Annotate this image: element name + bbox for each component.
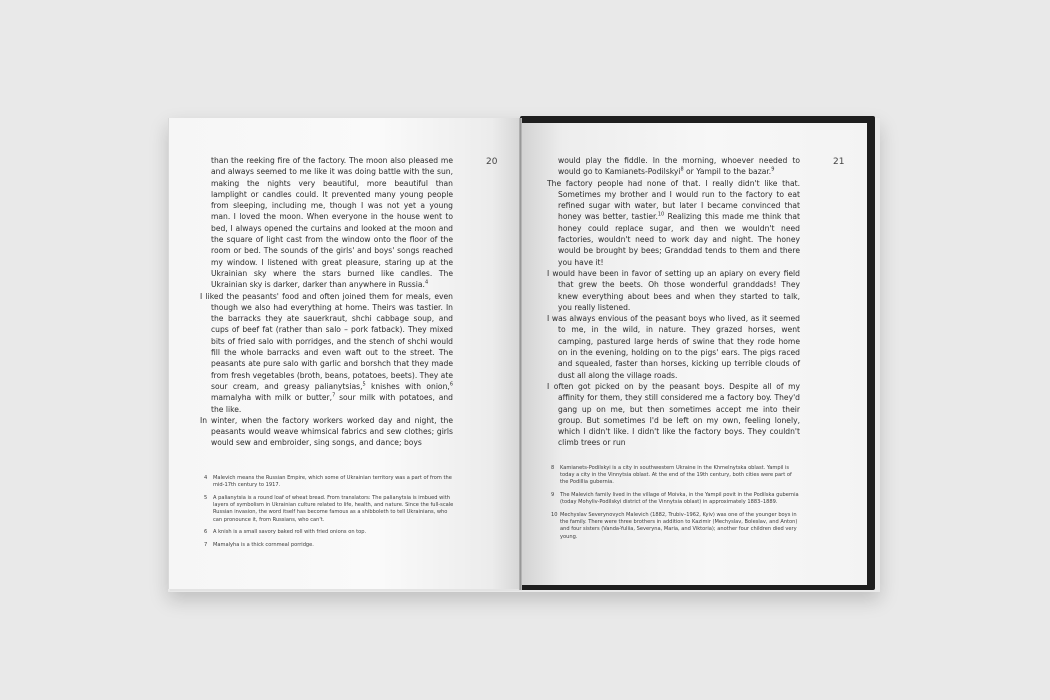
footnote-number: 10 [551,512,558,519]
left-footnotes [204,475,454,555]
paragraph-text: than the reeking fire of the factory. The moon also pleased me and always seemed to me like it was doing battle with the sun, making the nights very beautiful, more beautiful than lamplight or candles could. It prevented many young people from sleeping, including me, though I was not yet a young man. I loved the moon. When everyone in the house went to bed, I always opened the curtains and looked at the moon and the square of light cast from the window onto the floor of the room or bed. The sounds of the girls' and boys' songs reached my window. I listened with great pleasure, staring up at the Ukrainian sky where the stars burned like candles. The Ukrainian sky is darker, darker than anywhere in Russia. [211,156,453,290]
footnote-number: 4 [204,475,208,481]
footnote-text: Kamianets-Podilskyi is a city in southwestern Ukraine in the Khmelnytska oblast. Yampil is today a city in the Vinnytsia oblast. At the end of the 19th century, both cities were part of the Podillia gubernia. [560,465,792,486]
footnote-number: 7 [204,541,208,548]
footnote-text: Mechyslav Severynovych Malevich (1882, Trubiv–1962, Kyiv) was one of the younger boys in the family. There were three brothers in addition to Kazimir (Mechyslav, Boleslav, and Anton) and four sisters (Vanda-Yuliia, Severyna, Maria, and Viktoria); another four children died very young. [560,512,798,540]
footnote-number: 5 [204,494,208,501]
footnote [204,529,454,536]
paragraph-text: I was always envious of the peasant boys who lived, as it seemed to me, in the wild, in nature. They grazed horses, went camping, pastured large herds of swine that they rode home on in the evening, holding on to the pigs' ears. The pigs raced and squealed, faster than horses, kicking up terrible clouds of dust all along the village roads. [547,314,800,380]
footnote-number: 6 [204,529,208,536]
footnote-ref: 9 [771,166,775,173]
paragraph-text: would play the fiddle. In the morning, whoever needed to would go to Kamianets-Podilskyi [558,156,800,177]
paragraph [547,268,800,313]
footnote-ref: 4 [424,279,429,286]
right-footnotes [551,465,801,546]
paragraph-text: knishes with onion, [365,381,450,391]
footnote-ref: 7 [332,392,336,399]
footnote-ref: 8 [680,166,684,173]
footnote-text: A knish is a small savory baked roll with fried onions on top. [213,529,367,536]
footnote-text: Mamalyha is a thick cornmeal porridge. [213,541,314,548]
page-number-left: 20 [486,157,498,167]
paragraph [547,178,800,268]
page-number-right: 21 [833,157,845,167]
footnote [204,475,454,489]
paragraph-text: The factory people had none of that. I really didn't like that. Sometimes my brother and I would run to the factory to eat refined sugar with water, but later I became convinced that honey was better, tastier. [547,178,800,222]
paragraph [547,313,800,381]
paragraph [547,155,800,178]
book-spine [519,118,522,590]
paragraph-text: I often got picked on by the peasant boys. Despite all of my affinity for them, they still considered me a factory boy. They'd gang up on me, but then sometimes accept me into their group. But sometimes I'd be left on my own, feeling lonely, which I didn't like. I didn't like the factory boys. They couldn't climb trees or run [547,381,800,448]
footnote-text: A palianytsia is a round loaf of wheat bread. From translators: The palianytsia is imbued with layers of symbolism in Ukrainian culture related to life, health, and nature. Since the full-scale Russian invasion, the word itself has become famous as a shibboleth to tell Ukrainians, who can pronounce it, from Russians, who can't. [213,494,454,523]
footnote [551,512,801,541]
right-body-text [547,155,800,449]
paragraph [200,415,453,449]
paragraph-text: Realizing this made me think that honey could replace sugar, and then we wouldn't need factories, wouldn't need to work day and night. The honey would be brought by bees; Granddad tends to them and there you have it! [558,212,800,267]
footnote-number: 8 [551,465,555,471]
paragraph-text: I would have been in favor of setting up an apiary on every field that grew the beets. Oh those wonderful granddads! They knew everything about bees and when they started to talk, you really listened. [547,268,800,312]
footnote-ref: 6 [449,381,453,388]
footnote-text: Malevich means the Russian Empire, which some of Ukrainian territory was a part of from the mid-17th century to 1917. [213,475,452,489]
left-body-text [200,155,453,449]
paragraph-text: sour milk with potatoes, and the like. [211,393,453,414]
paragraph-text: or Yampil to the bazar. [683,167,772,177]
footnote [204,542,454,549]
footnote-ref: 10 [657,211,665,218]
footnote-ref: 5 [362,381,366,388]
footnote [204,495,454,524]
paragraph-text: mamalyha with milk or butter, [211,393,333,403]
paragraph [547,381,800,449]
paragraph [200,155,453,291]
paragraph-text: In winter, when the factory workers worked day and night, the peasants would weave whimsical fabrics and sew clothes; girls would sew and embroider, sing songs, and dance; boys [200,415,453,448]
footnote [551,465,801,487]
paragraph-text: I liked the peasants' food and often joined them for meals, even though we also had everything at home. Theirs was tastier. In the barracks they ate sauerkraut, shchi cabbage soup, and cups of beef fat (rather than salo – pork fatback). They mixed bits of fried salo with porridges, and the stench of shchi would fill the whole barracks and even waft out to the street. The peasants ate pure salo with garlic and borshch that they made from fresh vegetables (broth, beans, potatoes, beets). They ate sour cream, and greasy palianytsias, [200,291,453,391]
footnote-number: 9 [551,492,555,499]
paragraph [200,291,453,415]
footnote-text: The Malevich family lived in the village of Moivka, in the Yampil povit in the Podilska gubernia (today Mohyliv-Podilskyi district of the Vinnytsia oblast) in approximately 1883–1889. [560,492,799,506]
footnote [551,492,801,506]
